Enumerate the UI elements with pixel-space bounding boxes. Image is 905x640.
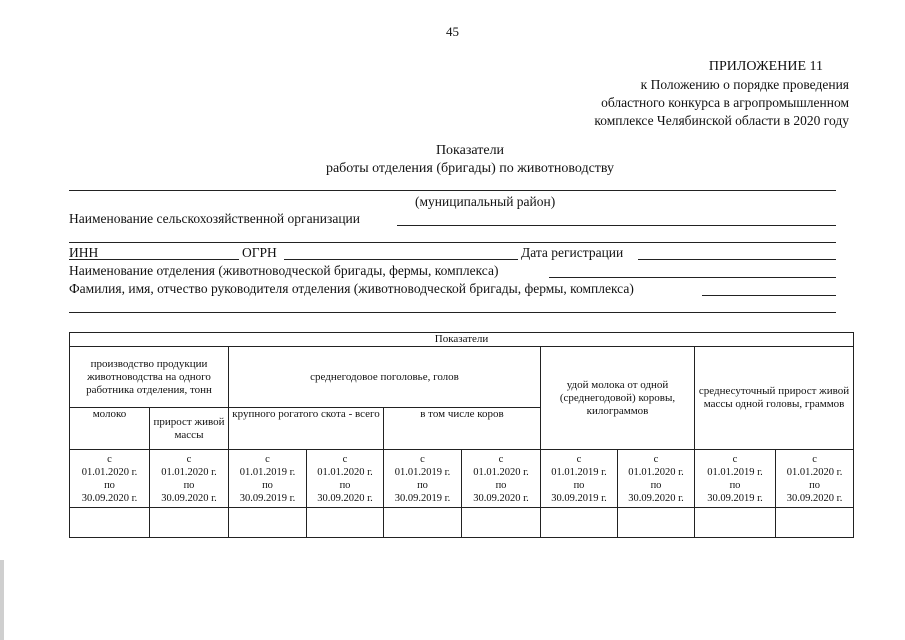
entry-cell[interactable] [307,508,384,538]
ogrn-field[interactable] [284,259,518,260]
period-cell: с 01.01.2020 г. по 30.09.2020 г. [150,450,229,508]
period-cell: с 01.01.2020 г. по 30.09.2020 г. [462,450,541,508]
document-heading [0,142,905,178]
heading-line-1: Показатели [435,143,505,158]
sub-milk: молоко [70,408,150,450]
period-row [70,450,854,508]
org-name-label: Наименование сельскохозяйственной организации [69,211,361,226]
appendix-line-3: комплексе Челябинской области в 2020 году [594,113,849,128]
page-number: 45 [446,24,459,39]
entry-cell[interactable] [70,508,150,538]
entry-cell[interactable] [541,508,618,538]
org-name-field[interactable] [397,225,836,226]
head-label: Фамилия, имя, отчество руководителя отделения (животноводческой бригады, фермы, комплекса) [69,281,634,296]
appendix-line-2: областного конкурса в агропромышленном [601,95,849,110]
inn-underline-left [69,259,239,260]
district-caption: (муниципальный район) [415,194,556,209]
entry-cell[interactable] [229,508,307,538]
entry-cell[interactable] [618,508,695,538]
head-field-continued[interactable] [69,312,836,313]
period-cell: с 01.01.2019 г. по 30.09.2019 г. [229,450,307,508]
reg-date-field[interactable] [638,259,836,260]
scan-edge-shadow [0,560,4,640]
group-weight-gain: среднесуточный прирост живой массы одной головы, граммов [695,347,854,450]
dept-field[interactable] [549,277,836,278]
group-livestock: среднегодовое поголовье, голов [229,347,541,408]
inn-label: ИНН [69,245,99,260]
entry-cell[interactable] [384,508,462,538]
heading-line-2: работы отделения (бригады) по животноводству [325,161,615,176]
group-milk-yield: удой молока от одной (среднегодовой) коровы, килограммов [541,347,695,450]
dept-label: Наименование отделения (животноводческой бригады, фермы, комплекса) [69,263,499,278]
sub-cows: в том числе коров [384,408,541,450]
period-cell: с 01.01.2019 г. по 30.09.2019 г. [384,450,462,508]
entry-cell[interactable] [150,508,229,538]
appendix-title: ПРИЛОЖЕНИЕ 11 [708,59,823,74]
period-cell: с 01.01.2019 г. по 30.09.2019 г. [695,450,776,508]
data-entry-row [70,508,854,538]
period-cell: с 01.01.2020 г. по 30.09.2020 г. [618,450,695,508]
indicators-table [69,332,854,538]
appendix-line-1: к Положению о порядке проведения [640,77,849,92]
group-production: производство продукции животноводства на одного работника отделения, тонн [70,347,229,408]
org-name-field-continued[interactable] [69,242,836,243]
appendix-block [594,58,849,130]
period-cell: с 01.01.2020 г. по 30.09.2020 г. [776,450,854,508]
entry-cell[interactable] [776,508,854,538]
sub-cattle-total: крупного рогатого скота - всего [229,408,384,450]
table-header-indicators: Показатели [70,333,854,347]
entry-cell[interactable] [462,508,541,538]
district-line[interactable] [69,190,836,191]
sub-weight-gain: прирост живой массы [150,408,229,450]
reg-date-label: Дата регистрации [521,245,624,260]
period-cell: с 01.01.2020 г. по 30.09.2020 г. [307,450,384,508]
period-cell: с 01.01.2020 г. по 30.09.2020 г. [70,450,150,508]
ogrn-label: ОГРН [242,245,277,260]
period-cell: с 01.01.2019 г. по 30.09.2019 г. [541,450,618,508]
entry-cell[interactable] [695,508,776,538]
head-field[interactable] [702,295,836,296]
